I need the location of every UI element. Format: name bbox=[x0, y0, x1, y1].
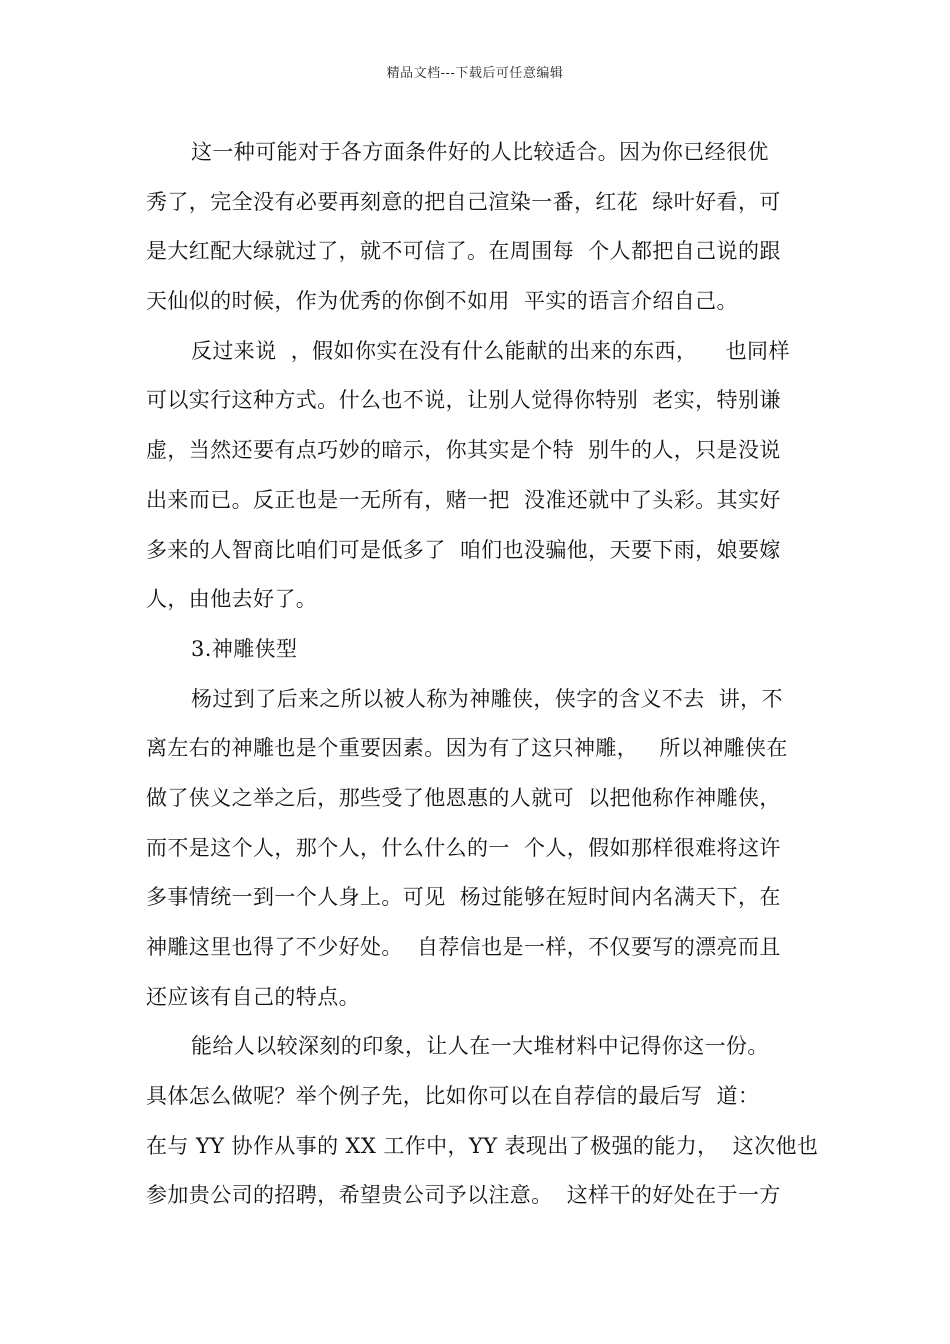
paragraph-line: 在与 YY 协作从事的 XX 工作中，YY 表现出了极强的能力， 这次他也 bbox=[146, 1133, 819, 1158]
paragraph-line: 秀了，完全没有必要再刻意的把自己渲染一番，红花 绿叶好看，可 bbox=[146, 189, 781, 214]
paragraph-line: 这一种可能对于各方面条件好的人比较适合。因为你已经很优 bbox=[191, 140, 769, 164]
paragraph-line: 做了侠义之举之后，那些受了他恩惠的人就可 以把他称作神雕侠， bbox=[146, 785, 781, 810]
paragraph-line: 离左右的神雕也是个重要因素。因为有了这只神雕， 所以神雕侠在 bbox=[146, 736, 788, 761]
page-header: 精品文档---下载后可任意编辑 bbox=[386, 66, 564, 81]
paragraph-line: 可以实行这种方式。什么也不说，让别人觉得你特别 老实，特别谦 bbox=[146, 388, 781, 413]
paragraph-line: 人，由他去好了。 bbox=[146, 587, 318, 612]
paragraph-line: 而不是这个人，那个人，什么什么的一 个人，假如那样很难将这许 bbox=[146, 835, 781, 860]
paragraph-line: 虚，当然还要有点巧妙的暗示，你其实是个特 别牛的人，只是没说 bbox=[146, 438, 781, 463]
section-heading: 3.神雕侠型 bbox=[191, 636, 298, 661]
paragraph-line: 神雕这里也得了不少好处。 自荐信也是一样，不仅要写的漂亮而且 bbox=[146, 935, 781, 959]
paragraph-line: 参加贵公司的招聘，希望贵公司予以注意。 这样干的好处在于一方 bbox=[146, 1183, 781, 1208]
paragraph-line: 具体怎么做呢？举个例子先，比如你可以在自荐信的最后写 道： bbox=[146, 1084, 760, 1109]
paragraph-line: 杨过到了后来之所以被人称为神雕侠，侠字的含义不去 讲，不 bbox=[191, 686, 783, 711]
paragraph-line: 反过来说 ，假如你实在没有什么能献的出来的东西， 也同样 bbox=[191, 338, 790, 363]
paragraph-line: 是大红配大绿就过了，就不可信了。在周围每 个人都把自己说的跟 bbox=[146, 239, 781, 264]
document-body bbox=[146, 128, 819, 1221]
paragraph-line: 还应该有自己的特点。 bbox=[146, 984, 360, 1009]
paragraph-line: 能给人以较深刻的印象，让人在一大堆材料中记得你这一份。 bbox=[191, 1034, 769, 1059]
paragraph-line: 多来的人智商比咱们可是低多了 咱们也没骗他，天要下雨，娘要嫁 bbox=[146, 537, 781, 562]
paragraph-line: 多事情统一到一个人身上。可见 杨过能够在短时间内名满天下，在 bbox=[146, 885, 781, 910]
paragraph-line: 天仙似的时候，作为优秀的你倒不如用 平实的语言介绍自己。 bbox=[146, 289, 738, 314]
paragraph-line: 出来而已。反正也是一无所有，赌一把 没准还就中了头彩。其实好 bbox=[146, 487, 781, 512]
